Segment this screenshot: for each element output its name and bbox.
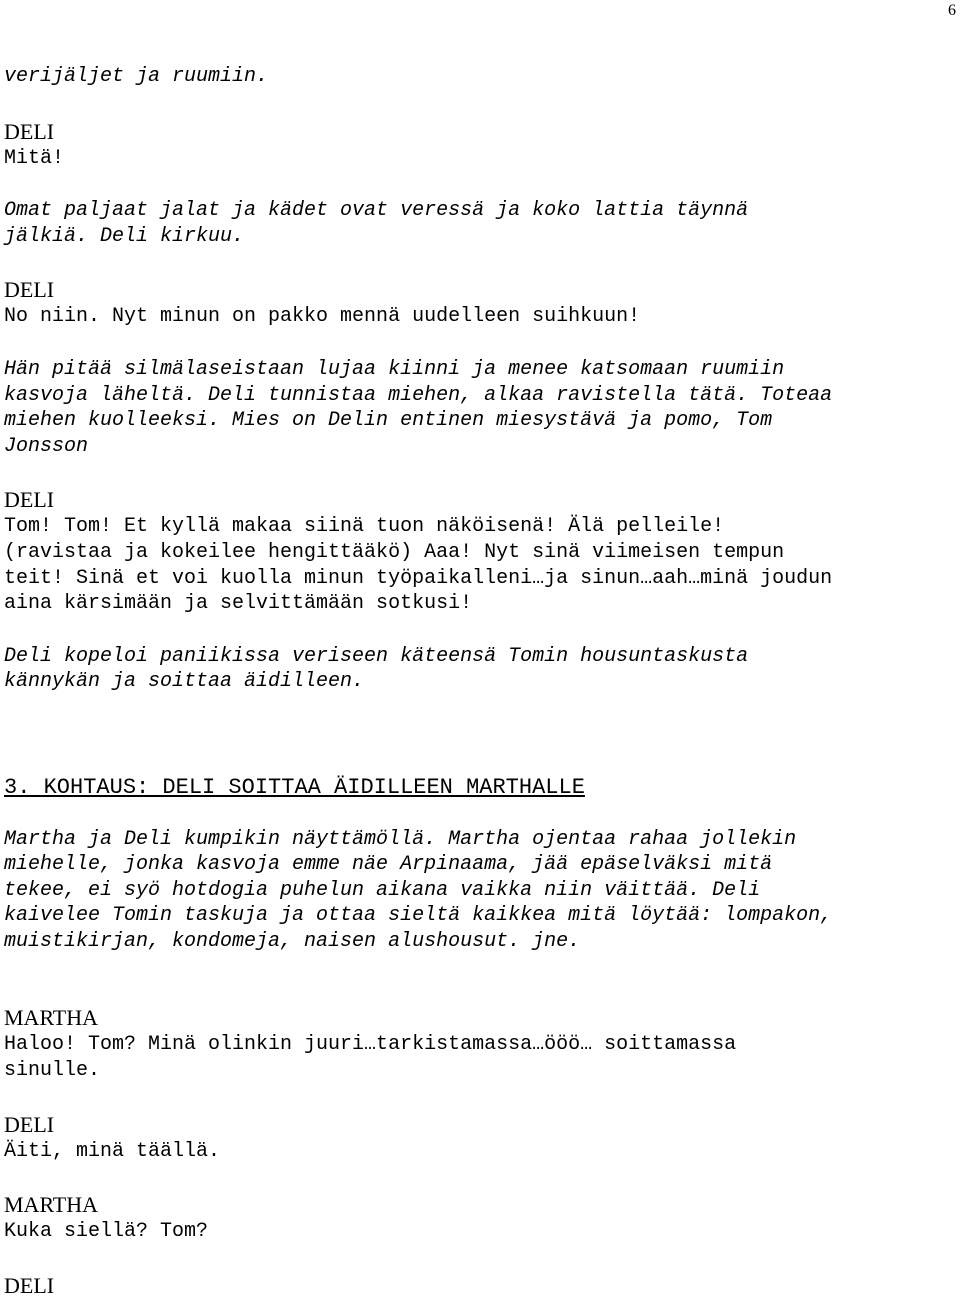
dialogue-text: Mitä!: [4, 146, 65, 170]
dialogue-text: No niin. Nyt minun on pakko mennä uudelleen suihkuun!: [4, 305, 641, 329]
speaker-name: MARTHA: [4, 1005, 99, 1031]
action-text: Omat paljaat jalat ja kädet ovat veressä ja koko lattia täynnä jälkiä. Deli kirkuu.: [4, 199, 749, 248]
action-text: Deli kopeloi paniikissa veriseen käteensä Tomin housuntaskusta kännykän ja soittaa äidilleen.: [4, 644, 749, 694]
action-text: Martha ja Deli kumpikin näyttämöllä. Martha ojentaa rahaa jollekin miehelle, jonka kasvoja emme näe Arpinaama, jää epäselväksi mitä tekee, ei syö hotdogia puhelun aikana vaikka niin väittää. Deli kaivelee Tomin taskuja ja ottaa sieltä kaikkea mitä löytää: lompakon, muistikirjan, kondomeja, naisen alushousut. jne.: [4, 827, 833, 953]
speaker-name: DELI: [4, 118, 55, 144]
dialogue-text: Äiti, minä täällä.: [4, 1139, 221, 1163]
scene-heading: 3. KOHTAUS: DELI SOITTAA ÄIDILLEEN MARTHALLE: [4, 774, 585, 800]
script-body: [4, 64, 954, 1300]
speaker-name: MARTHA: [4, 1192, 99, 1218]
speaker-name: DELI: [4, 277, 55, 303]
dialogue-text: Kuka siellä? Tom?: [4, 1220, 209, 1244]
speaker-name: DELI: [4, 1272, 55, 1298]
page-number: 6: [948, 2, 956, 19]
action-text: verijäljet ja ruumiin.: [4, 65, 269, 88]
dialogue-text: Tom! Tom! Et kyllä makaa siinä tuon näköisenä! Älä pelleile! (ravistaa ja kokeilee hengittääkö) Aaa! Nyt sinä viimeisen tempun teit! Sinä et voi kuolla minun työpaikalleni…ja sinun…aah…minä joudun aina kärsimään ja selvittämään sotkusi!: [4, 515, 833, 616]
action-text: Hän pitää silmälaseistaan lujaa kiinni ja menee katsomaan ruumiin kasvoja läheltä. Deli tunnistaa miehen, alkaa ravistella tätä. Toteaa miehen kuolleeksi. Mies on Delin entinen miesystävä ja pomo, Tom Jonsson: [4, 357, 833, 458]
speaker-name: DELI: [4, 487, 55, 513]
speaker-name: DELI: [4, 1111, 55, 1137]
dialogue-text: Haloo! Tom? Minä olinkin juuri…tarkistamassa…ööö… soittamassa sinulle.: [4, 1033, 737, 1083]
